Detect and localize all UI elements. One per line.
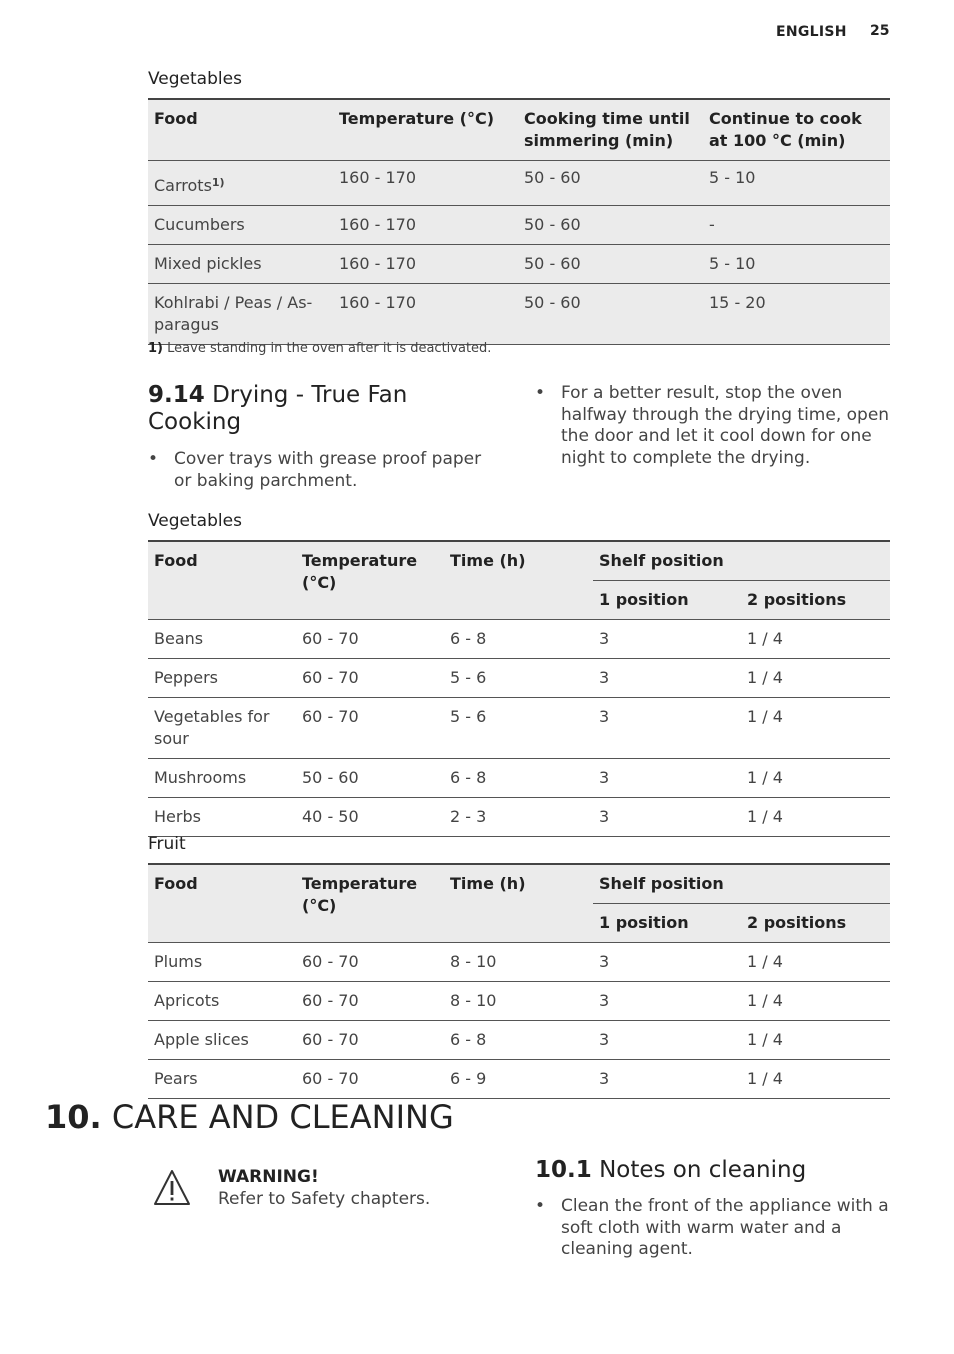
col-header-shelf-position: Shelf position [593,864,890,904]
cell-2-positions: 1 / 4 [741,698,890,759]
col-header-temperature: Temperature (°C) [296,541,444,620]
cell-2-positions: 1 / 4 [741,659,890,698]
cell-1-position: 3 [593,698,741,759]
bullet-text: Cover trays with grease proof paper or baking parchment. [174,449,482,491]
table-row [148,982,890,1021]
cell-1-position: 3 [593,1021,741,1060]
bullet-text: Clean the front of the appliance with a soft cloth with warm water and a cleaning agent. [561,1196,889,1259]
vegetables-cooking-table [148,98,890,345]
cell-time: 6 - 8 [444,1021,593,1060]
section-number: 9.14 [148,382,205,408]
cell-time: 2 - 3 [444,798,593,837]
table2-caption: Vegetables [148,511,242,531]
bullet-text: For a better result, stop the oven halfway through the drying time, open the door and let it cool down for one night to complete the drying. [561,383,890,468]
section-number: 10.1 [535,1157,592,1183]
col-header-1-position: 1 position [593,581,741,620]
col-header-time: Time (h) [444,541,593,620]
table-row [148,943,890,982]
table3-caption: Fruit [148,834,186,854]
bullet-dot-icon: • [535,383,546,403]
section-9-14-heading [148,382,468,436]
cell-temperature: 60 - 70 [296,659,444,698]
footnote-mark: 1) [148,341,163,356]
bullet-item [535,383,895,469]
cell-1-position: 3 [593,620,741,659]
bullet-dot-icon: • [148,449,159,469]
cell-food: Plums [148,943,296,982]
cell-food: Apple slices [148,1021,296,1060]
table-row [148,1021,890,1060]
table-header-row [148,541,890,581]
col-header-temperature: Temperature (°C) [333,99,518,161]
table-row [148,1060,890,1099]
col-header-food: Food [148,864,296,943]
cell-temperature: 160 - 170 [333,245,518,284]
header-language: ENGLISH [776,24,847,40]
cell-1-position: 3 [593,1060,741,1099]
table-row [148,620,890,659]
table1-footnote [148,341,890,356]
col-header-2-positions: 2 positions [741,904,890,943]
cell-continue: 15 - 20 [703,284,890,345]
table-row [148,659,890,698]
col-header-continue-cook: Continue to cook at 100 °C (min) [703,99,890,161]
cell-time: 50 - 60 [518,206,703,245]
cell-continue: - [703,206,890,245]
cell-time: 8 - 10 [444,943,593,982]
warning-triangle-icon [152,1168,192,1208]
cell-food [148,161,333,206]
chapter-10-heading [45,1098,454,1136]
bullet-item [535,1196,895,1261]
col-header-cooking-time: Cooking time until simmering (min) [518,99,703,161]
fruit-drying-table [148,863,890,1099]
cell-food: Kohlrabi / Peas / As-paragus [148,284,333,345]
table-row [148,759,890,798]
cell-food: Vegetables for sour [148,698,296,759]
cell-2-positions: 1 / 4 [741,943,890,982]
cell-time: 6 - 8 [444,759,593,798]
cell-2-positions: 1 / 4 [741,759,890,798]
cell-1-position: 3 [593,659,741,698]
cell-temperature: 60 - 70 [296,1060,444,1099]
col-header-temperature: Temperature (°C) [296,864,444,943]
col-header-food: Food [148,541,296,620]
cell-temperature: 160 - 170 [333,161,518,206]
footnote-text: Leave standing in the oven after it is deactivated. [167,341,492,356]
cell-temperature: 40 - 50 [296,798,444,837]
cell-2-positions: 1 / 4 [741,1021,890,1060]
cell-temperature: 160 - 170 [333,284,518,345]
cell-temperature: 60 - 70 [296,698,444,759]
cell-continue: 5 - 10 [703,161,890,206]
cell-time: 50 - 60 [518,161,703,206]
section-title: Notes on cleaning [599,1157,807,1183]
cell-temperature: 50 - 60 [296,759,444,798]
cell-food: Cucumbers [148,206,333,245]
section-title: Drying - True Fan Cooking [148,382,408,435]
cell-food: Herbs [148,798,296,837]
cell-time: 6 - 9 [444,1060,593,1099]
cell-temperature: 60 - 70 [296,982,444,1021]
cell-time: 6 - 8 [444,620,593,659]
vegetables-drying-table [148,540,890,837]
cell-food: Beans [148,620,296,659]
cell-food: Apricots [148,982,296,1021]
bullet-item [148,449,493,492]
cell-time: 5 - 6 [444,698,593,759]
warning-title: WARNING! [218,1167,319,1187]
cell-food: Pears [148,1060,296,1099]
table1-caption: Vegetables [148,69,242,89]
table-header-row [148,99,890,161]
cell-time: 8 - 10 [444,982,593,1021]
cell-food: Peppers [148,659,296,698]
col-header-food: Food [148,99,333,161]
bullet-dot-icon: • [535,1196,546,1216]
table-row [148,206,890,245]
table-row [148,798,890,837]
section-10-1-heading [535,1157,895,1184]
col-header-2-positions: 2 positions [741,581,890,620]
cell-temperature: 60 - 70 [296,620,444,659]
cell-1-position: 3 [593,982,741,1021]
cell-time: 50 - 60 [518,245,703,284]
cell-1-position: 3 [593,798,741,837]
col-header-1-position: 1 position [593,904,741,943]
cell-temperature: 160 - 170 [333,206,518,245]
table-row [148,284,890,345]
cell-time: 5 - 6 [444,659,593,698]
chapter-title: CARE AND CLEANING [111,1098,454,1136]
warning-text: Refer to Safety chapters. [218,1189,431,1209]
cell-continue: 5 - 10 [703,245,890,284]
table-row [148,161,890,206]
cell-2-positions: 1 / 4 [741,1060,890,1099]
table-header-row [148,864,890,904]
cell-food-text: Carrots [154,176,212,195]
cell-2-positions: 1 / 4 [741,798,890,837]
col-header-time: Time (h) [444,864,593,943]
cell-2-positions: 1 / 4 [741,982,890,1021]
cell-1-position: 3 [593,759,741,798]
table-row [148,245,890,284]
table-row [148,698,890,759]
cell-temperature: 60 - 70 [296,943,444,982]
cell-2-positions: 1 / 4 [741,620,890,659]
chapter-number: 10. [45,1098,102,1136]
col-header-shelf-position: Shelf position [593,541,890,581]
footnote-marker: 1) [211,176,225,189]
cell-food: Mixed pickles [148,245,333,284]
cell-time: 50 - 60 [518,284,703,345]
cell-temperature: 60 - 70 [296,1021,444,1060]
cell-food: Mushrooms [148,759,296,798]
cell-1-position: 3 [593,943,741,982]
page-number: 25 [870,23,890,39]
